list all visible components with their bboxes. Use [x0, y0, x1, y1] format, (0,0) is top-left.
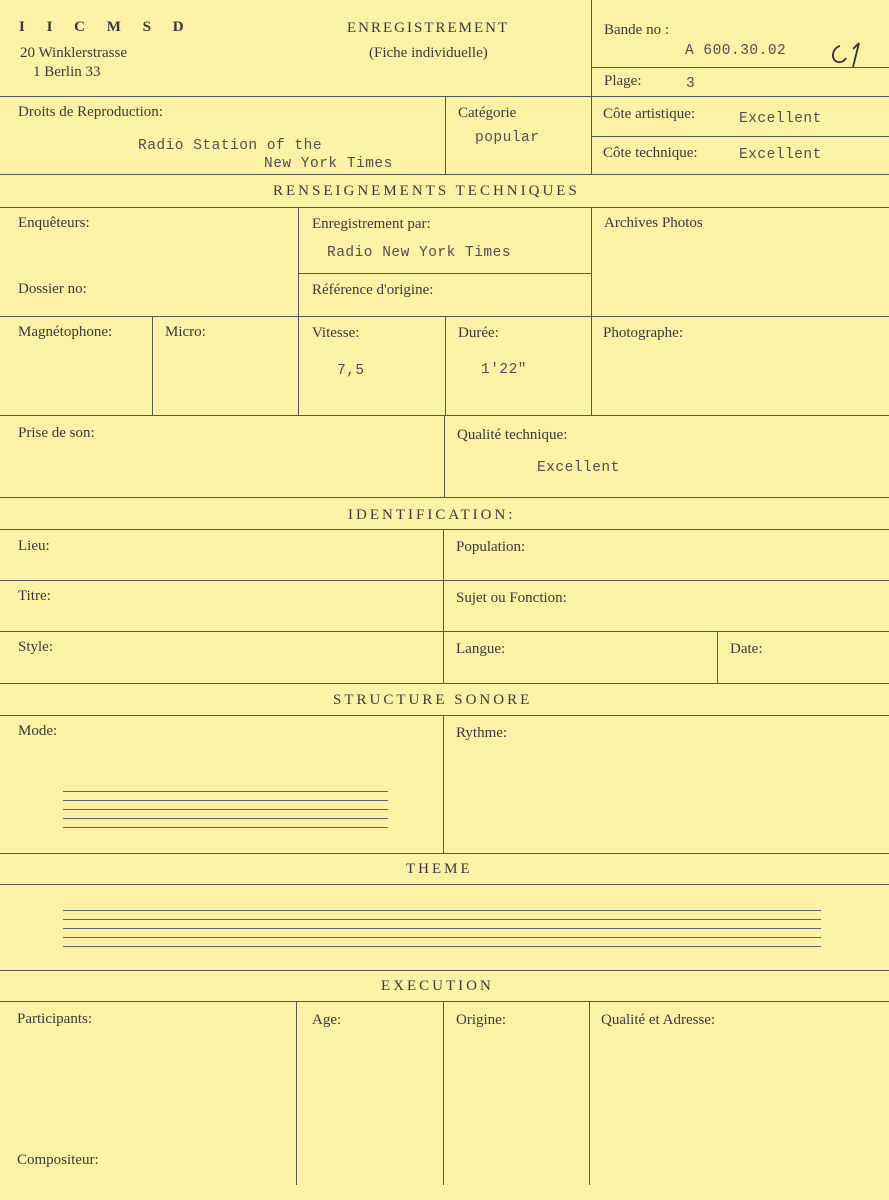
qualite-technique-label: Qualité technique:: [457, 427, 568, 443]
enqueteurs-label: Enquêteurs:: [18, 215, 90, 231]
divider: [0, 683, 889, 684]
form-title: ENREGISTREMENT: [347, 20, 510, 36]
divider: [444, 415, 445, 497]
droits-value-1: Radio Station of the: [138, 138, 323, 154]
droits-value-2: New York Times: [264, 156, 393, 172]
archives-photos-label: Archives Photos: [604, 215, 703, 231]
langue-label: Langue:: [456, 641, 506, 657]
divider: [0, 174, 889, 175]
bande-value: A 600.30.02: [685, 43, 787, 59]
rythme-label: Rythme:: [456, 725, 508, 741]
divider: [0, 853, 889, 854]
theme-write-line: [63, 919, 821, 920]
address-line-2: 1 Berlin 33: [33, 64, 101, 80]
mode-write-line: [63, 809, 388, 810]
divider: [591, 207, 592, 415]
date-label: Date:: [730, 641, 763, 657]
titre-label: Titre:: [18, 588, 51, 604]
divider: [591, 96, 592, 174]
divider: [443, 715, 444, 853]
divider: [443, 1001, 444, 1185]
mode-write-line: [63, 827, 388, 828]
cote-artistique-label: Côte artistique:: [603, 106, 696, 122]
divider: [152, 316, 153, 415]
categorie-value: popular: [475, 130, 540, 146]
divider: [0, 1001, 889, 1002]
plage-label: Plage:: [604, 73, 642, 89]
micro-label: Micro:: [165, 324, 206, 340]
section-title-identification: IDENTIFICATION:: [348, 507, 516, 523]
mode-write-line: [63, 791, 388, 792]
reference-label: Référence d'origine:: [312, 282, 434, 298]
magnetophone-label: Magnétophone:: [18, 324, 113, 340]
dossier-label: Dossier no:: [18, 281, 87, 297]
divider: [443, 529, 444, 683]
divider: [0, 497, 889, 498]
prise-de-son-label: Prise de son:: [18, 425, 95, 441]
address-line-1: 20 Winklerstrasse: [20, 45, 128, 61]
duree-label: Durée:: [458, 325, 499, 341]
divider: [445, 316, 446, 415]
divider: [717, 631, 718, 683]
compositeur-label: Compositeur:: [17, 1152, 99, 1168]
section-title-theme: THEME: [406, 861, 473, 877]
cote-technique-label: Côte technique:: [603, 145, 698, 161]
theme-write-line: [63, 937, 821, 938]
lieu-label: Lieu:: [18, 538, 50, 554]
divider: [0, 715, 889, 716]
mode-label: Mode:: [18, 723, 58, 739]
form-subtitle: (Fiche individuelle): [369, 45, 488, 61]
qualite-adresse-label: Qualité et Adresse:: [601, 1012, 716, 1028]
section-title-execution: EXECUTION: [381, 978, 494, 994]
qualite-technique-value: Excellent: [537, 460, 620, 476]
participants-label: Participants:: [17, 1011, 92, 1027]
population-label: Population:: [456, 539, 526, 555]
plage-value: 3: [686, 76, 696, 92]
theme-write-line: [63, 946, 821, 947]
cote-technique-value: Excellent: [739, 147, 822, 163]
theme-write-line: [63, 928, 821, 929]
divider: [0, 884, 889, 885]
vitesse-label: Vitesse:: [312, 325, 360, 341]
divider: [589, 1001, 590, 1185]
categorie-label: Catégorie: [458, 105, 517, 121]
cote-artistique-value: Excellent: [739, 111, 822, 127]
mode-write-line: [63, 800, 388, 801]
photographe-label: Photographe:: [603, 325, 683, 341]
duree-value: 1'22": [481, 362, 528, 378]
divider: [0, 631, 889, 632]
divider: [298, 273, 591, 274]
divider: [0, 970, 889, 971]
enregistrement-par-value: Radio New York Times: [327, 245, 512, 261]
divider: [0, 207, 889, 208]
origine-label: Origine:: [456, 1012, 506, 1028]
mode-write-line: [63, 818, 388, 819]
divider: [591, 136, 889, 137]
enregistrement-par-label: Enregistrement par:: [312, 216, 431, 232]
divider: [0, 580, 889, 581]
theme-write-line: [63, 910, 821, 911]
divider: [445, 96, 446, 174]
age-label: Age:: [312, 1012, 342, 1028]
institute-logo: I I C M S D: [19, 19, 193, 35]
style-label: Style:: [18, 639, 54, 655]
divider: [0, 529, 889, 530]
handwritten-mark: [826, 40, 870, 75]
droits-label: Droits de Reproduction:: [18, 104, 163, 120]
divider: [296, 1001, 297, 1185]
divider: [298, 207, 299, 415]
bande-label: Bande no :: [604, 22, 669, 38]
section-title-structure: STRUCTURE SONORE: [333, 692, 533, 708]
divider: [591, 0, 592, 96]
vitesse-value: 7,5: [337, 363, 365, 379]
sujet-label: Sujet ou Fonction:: [456, 590, 567, 606]
section-title-techniques: RENSEIGNEMENTS TECHNIQUES: [273, 183, 580, 199]
